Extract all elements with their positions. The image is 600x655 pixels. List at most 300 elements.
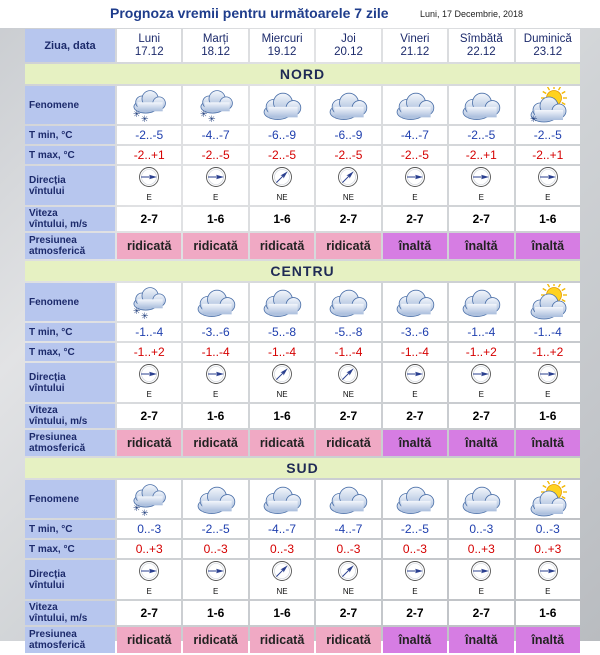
tmax-cell [250, 146, 314, 164]
tmax-cell [183, 343, 247, 361]
tmin-value: -3..-6 [201, 325, 230, 339]
wind-speed-row [25, 207, 580, 231]
wind-direction-text: E [212, 193, 219, 202]
tmin-value: -4..-7 [201, 128, 230, 142]
weather-cell [250, 480, 314, 518]
weather-cell [250, 283, 314, 321]
pressure-cell [383, 233, 447, 259]
day-date: 23.12 [533, 45, 563, 58]
pressure-cell [316, 627, 380, 653]
pressure-value: ridicată [126, 436, 172, 450]
day-date: 22.12 [466, 45, 496, 58]
wind-compass [470, 363, 492, 399]
weather-cell [383, 283, 447, 321]
pressure-value: înaltă [464, 633, 498, 647]
fenomene-label [25, 480, 115, 518]
wind-speed-label [25, 404, 115, 428]
tmin-value: -2..-5 [135, 128, 164, 142]
wind-direction-cell [316, 363, 380, 402]
cloud-icon [250, 87, 314, 123]
section-row [25, 458, 580, 478]
wind-direction-cell [183, 363, 247, 402]
day-header [516, 29, 580, 62]
day-header [449, 29, 513, 62]
wind-speed-cell [383, 601, 447, 625]
wind-direction-label [25, 560, 115, 599]
wind-direction-text: E [545, 193, 551, 202]
tmin-value: -2..-5 [400, 522, 429, 536]
tmax-value: -2..+1 [532, 148, 564, 162]
tmin-cell [183, 520, 247, 538]
wind-compass [337, 560, 359, 596]
tmax-value: -1..+2 [465, 345, 497, 359]
pressure-value: ridicată [126, 239, 172, 253]
wind-direction-cell [449, 363, 513, 402]
tmin-label [25, 520, 115, 538]
wind-direction-text: E [478, 193, 484, 202]
pressure-value: înaltă [531, 436, 565, 450]
pressure-value: ridicată [326, 436, 371, 450]
tmin-cell [316, 323, 380, 341]
wind-speed-value: 1-6 [273, 212, 291, 226]
tmin-label [25, 126, 115, 144]
pressure-value: ridicată [193, 633, 238, 647]
tmax-cell [250, 540, 314, 558]
day-date: 21.12 [400, 45, 430, 58]
pressure-row [25, 627, 580, 653]
section-title: NORD [279, 66, 326, 82]
header-label-cell [25, 29, 115, 62]
tmin-cell [183, 126, 247, 144]
pressure-cell [183, 233, 247, 259]
day-header-row [25, 29, 580, 62]
tmax-value: -2..+1 [133, 148, 165, 162]
tmin-cell [449, 126, 513, 144]
tmin-label-text: T min, °C [29, 326, 73, 338]
wind-direction-text: NE [342, 193, 355, 202]
wind-direction-cell [117, 166, 181, 205]
weather-cell [183, 480, 247, 518]
cloud-icon [183, 481, 247, 517]
tmax-value: -2..+1 [465, 148, 497, 162]
pressure-label-1: Presiunea [29, 235, 77, 246]
day-header [383, 29, 447, 62]
pressure-cell [250, 627, 314, 653]
wind-direction-label-2: vîntului [29, 185, 65, 197]
fenomene-label-text: Fenomene [29, 99, 80, 111]
tmax-cell [383, 343, 447, 361]
tmax-label-text: T max, °C [29, 149, 75, 161]
wind-speed-cell [449, 207, 513, 231]
wind-speed-cell [383, 207, 447, 231]
sun-cloud-snow-icon [516, 87, 580, 123]
pressure-cell [316, 233, 380, 259]
wind-compass [537, 560, 559, 596]
tmin-value: -6..-9 [268, 128, 297, 142]
wind-speed-cell [117, 601, 181, 625]
tmin-value: -4..-7 [400, 128, 429, 142]
wind-compass [271, 560, 293, 596]
pressure-value: înaltă [398, 633, 432, 647]
wind-speed-cell [250, 404, 314, 428]
day-name: Joi [341, 32, 356, 45]
fenomene-row [25, 86, 580, 124]
cloud-icon [316, 284, 380, 320]
pressure-value: înaltă [464, 239, 498, 253]
cloud-snow-icon [117, 87, 181, 123]
wind-direction-text: E [146, 193, 152, 202]
tmin-label-text: T min, °C [29, 129, 73, 141]
header-label: Ziua, data [44, 39, 96, 52]
sun-cloud-icon [516, 284, 580, 320]
svg-text:✳: ✳ [207, 115, 216, 123]
cloud-icon [383, 481, 447, 517]
header [0, 0, 600, 28]
weather-cell [316, 480, 380, 518]
section-title: SUD [286, 460, 319, 476]
tmin-value: 0..-3 [535, 522, 560, 536]
tmin-value: -5..-8 [334, 325, 363, 339]
tmin-value: -1..-4 [533, 325, 562, 339]
wind-direction-label [25, 166, 115, 205]
wind-speed-value: 2-7 [339, 212, 358, 226]
wind-speed-cell [183, 404, 247, 428]
pressure-label-2: atmosferică [29, 246, 86, 257]
svg-text:✳: ✳ [141, 509, 149, 517]
wind-compass [138, 560, 160, 596]
fenomene-label-text: Fenomene [29, 493, 80, 505]
tmax-cell [449, 146, 513, 164]
tmax-cell [449, 540, 513, 558]
wind-speed-label-2: vîntului, m/s [29, 613, 88, 624]
cloud-icon [250, 284, 314, 320]
day-name: Miercuri [261, 32, 303, 45]
wind-speed-cell [117, 404, 181, 428]
wind-speed-cell [183, 207, 247, 231]
wind-direction-label-2: vîntului [29, 579, 65, 591]
wind-direction-text: E [478, 587, 484, 596]
wind-direction-label [25, 363, 115, 402]
wind-compass [404, 363, 426, 399]
day-date: 17.12 [134, 45, 164, 58]
cloud-icon [250, 481, 314, 517]
tmax-cell [250, 343, 314, 361]
wind-speed-label-1: Viteza [29, 602, 58, 613]
svg-text:✳: ✳ [141, 115, 149, 123]
wind-direction-text: E [545, 390, 551, 399]
tmin-cell [516, 126, 580, 144]
tmin-cell [183, 323, 247, 341]
cloud-icon [383, 284, 447, 320]
pressure-value: ridicată [259, 436, 305, 450]
wind-compass [205, 166, 227, 202]
tmin-label [25, 323, 115, 341]
wind-direction-text: E [545, 587, 551, 596]
tmax-value: -2..-5 [201, 148, 230, 162]
pressure-label-2: atmosferică [29, 443, 86, 454]
fenomene-row [25, 480, 580, 518]
cloud-snow-icon [183, 87, 247, 123]
pressure-cell [383, 430, 447, 456]
wind-direction-cell [449, 560, 513, 599]
pressure-label-1: Presiunea [29, 629, 77, 640]
tmax-cell [516, 540, 580, 558]
tmax-label [25, 540, 115, 558]
wind-compass [337, 363, 359, 399]
fenomene-label [25, 86, 115, 124]
wind-direction-cell [250, 166, 314, 205]
section-header-centru [25, 261, 580, 281]
wind-direction-cell [183, 166, 247, 205]
tmin-row [25, 323, 580, 341]
weather-cell [449, 480, 513, 518]
wind-speed-label-2: vîntului, m/s [29, 219, 88, 230]
fenomene-label-text: Fenomene [29, 296, 80, 308]
wind-speed-cell [449, 404, 513, 428]
pressure-cell [383, 627, 447, 653]
wind-compass [271, 166, 293, 202]
cloud-icon [316, 87, 380, 123]
cloud-icon [383, 87, 447, 123]
wind-direction-cell [383, 166, 447, 205]
day-date: 18.12 [201, 45, 231, 58]
tmin-value: -5..-8 [268, 325, 297, 339]
wind-compass [205, 363, 227, 399]
wind-compass [138, 363, 160, 399]
tmax-label [25, 343, 115, 361]
pressure-value: înaltă [464, 436, 498, 450]
wind-direction-cell [117, 363, 181, 402]
day-header [117, 29, 181, 62]
tmax-cell [316, 146, 380, 164]
wind-direction-cell [316, 560, 380, 599]
pressure-cell [183, 627, 247, 653]
weather-cell [516, 480, 580, 518]
wind-speed-label-2: vîntului, m/s [29, 416, 88, 427]
tmin-value: -2..-5 [467, 128, 496, 142]
tmin-cell [117, 323, 181, 341]
wind-speed-value: 2-7 [472, 409, 490, 423]
sun-cloud-icon [516, 481, 580, 517]
tmin-cell [449, 520, 513, 538]
tmin-value: -1..-4 [467, 325, 496, 339]
wind-compass [537, 363, 559, 399]
tmax-label-text: T max, °C [29, 346, 75, 358]
wind-direction-text: NE [342, 587, 355, 596]
day-name: Vineri [400, 32, 430, 45]
weather-cell [183, 86, 247, 124]
tmax-cell [183, 146, 247, 164]
wind-direction-label-1: Direcția [29, 174, 66, 186]
wind-speed-label-1: Viteza [29, 405, 58, 416]
weather-cell [117, 86, 181, 124]
svg-text:✳: ✳ [133, 504, 141, 514]
tmax-cell [183, 540, 247, 558]
pressure-cell [117, 233, 181, 259]
wind-speed-cell [383, 404, 447, 428]
pressure-cell [316, 430, 380, 456]
tmax-value: -2..-5 [268, 148, 297, 162]
svg-text:✳: ✳ [133, 307, 141, 317]
wind-direction-text: NE [342, 390, 355, 399]
tmax-value: -1..-4 [268, 345, 297, 359]
tmax-cell [516, 343, 580, 361]
pressure-value: ridicată [259, 633, 305, 647]
cloud-icon [449, 481, 513, 517]
wind-compass [470, 560, 492, 596]
wind-direction-text: E [412, 390, 418, 399]
wind-compass [537, 166, 559, 202]
section-row [25, 64, 580, 84]
day-name: Luni [138, 32, 161, 45]
wind-direction-label-2: vîntului [29, 382, 65, 394]
wind-speed-value: 2-7 [472, 212, 490, 226]
svg-text:✳: ✳ [141, 312, 149, 320]
wind-speed-value: 1-6 [273, 606, 291, 620]
wind-speed-value: 2-7 [406, 606, 424, 620]
pressure-cell [117, 430, 181, 456]
wind-direction-text: E [146, 390, 152, 399]
pressure-cell [250, 430, 314, 456]
weather-cell [316, 283, 380, 321]
tmax-label [25, 146, 115, 164]
weather-cell [250, 86, 314, 124]
wind-compass [470, 166, 492, 202]
tmax-value: -1..-4 [334, 345, 363, 359]
pressure-cell [516, 233, 580, 259]
wind-speed-cell [516, 207, 580, 231]
tmax-cell [383, 540, 447, 558]
wind-speed-value: 1-6 [539, 606, 557, 620]
wind-direction-cell [449, 166, 513, 205]
tmax-value: -2..-5 [334, 148, 363, 162]
pressure-value: ridicată [193, 239, 238, 253]
wind-direction-row [25, 363, 580, 402]
tmax-cell [316, 343, 380, 361]
weather-cell [449, 283, 513, 321]
tmin-cell [250, 520, 314, 538]
wind-speed-value: 2-7 [406, 212, 424, 226]
pressure-label [25, 430, 115, 456]
tmax-value: 0..-3 [270, 542, 295, 556]
wind-speed-value: 1-6 [539, 212, 557, 226]
day-name: Sîmbătă [459, 32, 503, 45]
wind-direction-text: E [412, 193, 418, 202]
tmax-cell [117, 540, 181, 558]
cloud-snow-icon [117, 481, 181, 517]
pressure-cell [449, 430, 513, 456]
tmax-cell [316, 540, 380, 558]
wind-speed-value: 2-7 [339, 606, 358, 620]
wind-direction-cell [383, 363, 447, 402]
tmin-value: -4..-7 [268, 522, 297, 536]
tmin-row [25, 126, 580, 144]
wind-speed-cell [516, 601, 580, 625]
section-header-nord [25, 64, 580, 84]
tmin-cell [516, 520, 580, 538]
wind-direction-text: E [412, 587, 418, 596]
tmax-value: 0..+3 [135, 542, 163, 556]
wind-speed-cell [449, 601, 513, 625]
wind-direction-text: NE [276, 390, 288, 399]
cloud-icon [183, 284, 247, 320]
day-date: 20.12 [334, 45, 363, 58]
tmin-value: 0..-3 [469, 522, 494, 536]
tmin-cell [117, 520, 181, 538]
wind-speed-cell [316, 601, 380, 625]
pressure-cell [250, 233, 314, 259]
wind-compass [337, 166, 359, 202]
wind-speed-label [25, 207, 115, 231]
tmin-cell [316, 520, 380, 538]
tmax-row [25, 343, 580, 361]
wind-direction-cell [516, 363, 580, 402]
weather-cell [449, 86, 513, 124]
wind-direction-cell [383, 560, 447, 599]
tmax-cell [383, 146, 447, 164]
tmax-value: -1..-4 [400, 345, 429, 359]
wind-speed-value: 1-6 [206, 409, 225, 423]
pressure-label [25, 627, 115, 653]
page-title: Prognoza vremii pentru următoarele 7 zile [110, 5, 389, 21]
wind-speed-value: 2-7 [472, 606, 490, 620]
tmin-cell [117, 126, 181, 144]
weather-cell [117, 283, 181, 321]
tmin-label-text: T min, °C [29, 523, 73, 535]
pressure-cell [117, 627, 181, 653]
wind-speed-label [25, 601, 115, 625]
pressure-value: înaltă [398, 436, 432, 450]
day-name: Duminică [523, 32, 572, 45]
section-row [25, 261, 580, 281]
tmax-cell [516, 146, 580, 164]
wind-speed-value: 2-7 [140, 409, 158, 423]
tmax-value: 0..-3 [402, 542, 427, 556]
tmax-row [25, 540, 580, 558]
section-title: CENTRU [270, 263, 335, 279]
pressure-cell [516, 627, 580, 653]
tmin-value: -6..-9 [334, 128, 363, 142]
tmin-cell [516, 323, 580, 341]
wind-speed-value: 2-7 [339, 409, 358, 423]
tmin-cell [250, 323, 314, 341]
weather-cell [516, 283, 580, 321]
wind-direction-label-1: Direcția [29, 371, 66, 383]
wind-speed-cell [316, 404, 380, 428]
cloud-icon [449, 87, 513, 123]
wind-direction-cell [117, 560, 181, 599]
tmin-cell [383, 126, 447, 144]
tmin-value: -1..-4 [135, 325, 164, 339]
cloud-icon [449, 284, 513, 320]
day-date: 19.12 [267, 45, 297, 58]
tmin-cell [316, 126, 380, 144]
pressure-value: ridicată [326, 239, 371, 253]
pressure-value: ridicată [259, 239, 305, 253]
tmin-value: -2..-5 [201, 522, 230, 536]
tmax-cell [449, 343, 513, 361]
weather-cell [383, 86, 447, 124]
tmax-value: -2..-5 [400, 148, 429, 162]
wind-direction-label-1: Direcția [29, 568, 66, 580]
wind-direction-text: E [478, 390, 484, 399]
tmax-value: 0..+3 [467, 542, 495, 556]
day-header [250, 29, 314, 62]
wind-compass [205, 560, 227, 596]
wind-speed-cell [183, 601, 247, 625]
wind-direction-cell [250, 363, 314, 402]
wind-direction-row [25, 560, 580, 599]
